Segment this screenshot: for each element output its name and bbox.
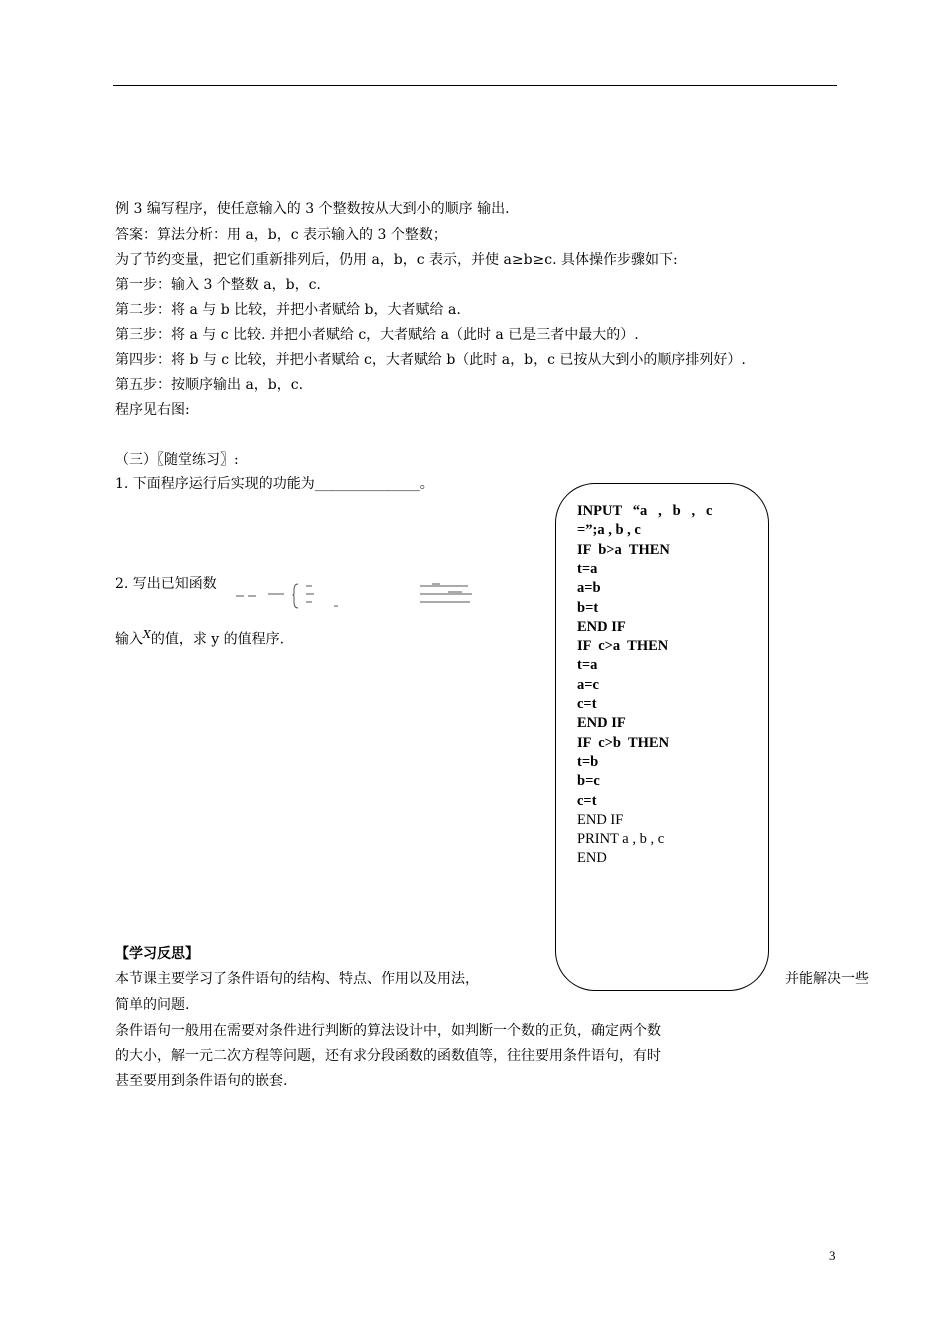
code-line: END IF <box>577 715 626 732</box>
reflection-line-1-right: 并能解决一些 <box>785 971 869 987</box>
step-5: 第五步：按顺序输出 a，b，c. <box>115 377 304 393</box>
code-line: PRINT a , b , c <box>577 831 665 848</box>
answer-line: 答案：算法分析：用 a，b，c 表示输入的 3 个整数； <box>115 227 447 243</box>
code-line: END IF <box>577 811 624 828</box>
code-line: INPUT “a , b , c <box>577 503 713 519</box>
intro-line: 为了节约变量，把它们重新排列后，仍用 a，b，c 表示，并使 a≥b≥c. 具体操作步骤如下: <box>115 252 678 268</box>
code-line: b=t <box>577 599 599 616</box>
question-2-tail: 输入$^X$的值，求 y 的值程序. <box>115 628 285 648</box>
code-line: IF c>a THEN <box>577 638 669 655</box>
code-line: a=b <box>577 580 601 597</box>
code-line: b=c <box>577 773 600 790</box>
reflection-line-4: 的大小，解一元二次方程等问题，还有求分段函数的函数值等，往往要用条件语句，有时 <box>115 1048 661 1064</box>
piecewise-function-image <box>236 580 526 610</box>
code-line: t=b <box>577 753 599 770</box>
page-number: 3 <box>829 1248 836 1263</box>
step-3: 第三步：将 a 与 c 比较. 并把小者赋给 c，大者赋给 a（此时 a 已是三者中最大的）. <box>115 327 639 343</box>
code-line: t=a <box>577 657 598 674</box>
example-title: 例 3 编写程序，使任意输入的 3 个整数按从大到小的顺序 输出. <box>115 201 510 217</box>
question-2: 2. 写出已知函数 <box>115 576 217 592</box>
header-rule <box>113 85 837 86</box>
reflection-heading: 【学习反思】 <box>115 946 199 962</box>
question-1: 1. 下面程序运行后实现的功能为_______________。 <box>115 476 434 492</box>
step-4: 第四步：将 b 与 c 比较，并把小者赋给 c，大者赋给 b（此时 a，b，c 已按从大到小的顺序排列好）. <box>115 352 746 368</box>
code-line: IF b>a THEN <box>577 541 670 558</box>
code-line: a=c <box>577 676 599 693</box>
practice-heading: （三）〖随堂练习〗: <box>115 452 239 468</box>
code-line: =”;a , b , c <box>577 522 641 539</box>
step-2: 第二步：将 a 与 b 比较，并把小者赋给 b，大者赋给 a. <box>115 302 461 318</box>
code-line: END IF <box>577 618 626 635</box>
code-line: t=a <box>577 560 598 577</box>
see-right-note: 程序见右图: <box>115 402 190 418</box>
reflection-line-1-left: 本节课主要学习了条件语句的结构、特点、作用以及用法， <box>115 971 479 987</box>
reflection-line-2: 简单的问题. <box>115 997 190 1013</box>
code-line: END <box>577 850 607 867</box>
variable-x: X <box>143 628 151 641</box>
step-1: 第一步：输入 3 个整数 a，b，c. <box>115 277 321 293</box>
code-line: c=t <box>577 792 597 809</box>
code-line: IF c>b THEN <box>577 734 670 751</box>
reflection-line-5: 甚至要用到条件语句的嵌套. <box>115 1073 288 1089</box>
code-line: c=t <box>577 696 597 712</box>
reflection-line-3: 条件语句一般用在需要对条件进行判断的算法设计中，如判断一个数的正负，确定两个数 <box>115 1023 661 1039</box>
